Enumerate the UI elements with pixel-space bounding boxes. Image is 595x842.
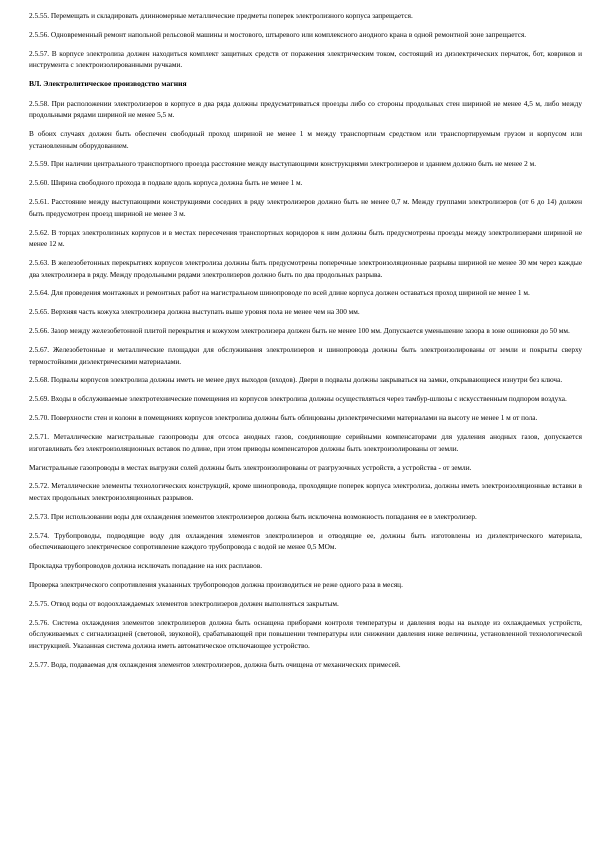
- paragraph-gas-pipelines: Магистральные газопроводы в местах выгрузки солей должны быть электроизолированы от разгрузочных устройств, а устройства - от земли.: [29, 462, 472, 472]
- section-heading: ВЛ. Электролитическое производство магния: [29, 79, 187, 89]
- paragraph-2-5-57: 2.5.57. В корпусе электролиза должен находиться комплект защитных средств от поражения электрическим током, состоящий из диэлектрических перчаток, бот, ковриков и инструмента с электроизолированными ручками.: [29, 48, 582, 70]
- paragraph-2-5-77: 2.5.77. Вода, подаваемая для охлаждения элементов электролизеров, должна быть очищена от механических примесей.: [29, 659, 401, 669]
- paragraph-2-5-67: 2.5.67. Железобетонные и металлические площадки для обслуживания электролизеров и шинопровода должны быть электроизолированы от земли и покрыты сверху термостойкими диэлектрическими материалами.: [29, 345, 582, 366]
- paragraph-2-5-60: 2.5.60. Ширина свободного прохода в подвале вдоль корпуса должна быть не менее 1 м.: [29, 178, 303, 188]
- paragraph-2-5-65: 2.5.65. Верхняя часть кожуха электролизера должна выступать выше уровня пола не менее чем на 300 мм.: [29, 307, 360, 317]
- paragraph-2-5-62: 2.5.62. В торцах электролизных корпусов и в местах пересечения транспортных коридоров к ним должны быть предусмотрены проезды между электролизерами шириной не менее 12 м.: [29, 227, 582, 249]
- paragraph-2-5-58: 2.5.58. При расположении электролизеров в корпусе в два ряда должны предусматриваться проезды либо со стороны продольных стен шириной не менее 4,5 м, либо между продольными рядами шириной не менее 5,5 м.: [29, 98, 582, 120]
- paragraph-2-5-59: 2.5.59. При наличии центрального транспортного проезда расстояние между выступающими конструкциями электролизеров и зданием должно быть не менее 2 м.: [29, 159, 537, 169]
- paragraph-2-5-76: 2.5.76. Система охлаждения элементов электролизеров должна быть оснащена приборами контроля температуры и давления воды на выходе из охлаждаемых устройств, обслуживаемых с сигнализацией (световой, звуковой), срабатывающей при повышении температуры или снижении давления ниже величины, установленной технологической инструкцией. Указанная система должна иметь автоматическое отключающее устройство.: [29, 617, 582, 650]
- paragraph-2-5-75: 2.5.75. Отвод воды от водоохлаждаемых элементов электролизеров должен выполняться закрытым.: [29, 598, 339, 608]
- paragraph-2-5-66: 2.5.66. Зазор между железобетонной плитой перекрытия и кожухом электролизера должен быть не менее 100 мм. Допускается уменьшение зазора в зоне ошиновки до 50 мм.: [29, 326, 570, 336]
- paragraph-2-5-70: 2.5.70. Поверхности стен и колонн в помещениях корпусов электролиза должны быть облицованы диэлектрическими материалами на высоту не менее 1 м от пола.: [29, 413, 538, 423]
- paragraph-pipe-routing: Прокладка трубопроводов должна исключать попадание на них расплавов.: [29, 561, 263, 571]
- paragraph-2-5-61: 2.5.61. Расстояние между выступающими конструкциями соседних в ряду электролизеров должно быть не менее 0,7 м. Между группами электролизеров (от 6 до 14) должен быть предусмотрен проезд шириной не менее 3 м.: [29, 197, 582, 218]
- paragraph-resistance-check: Проверка электрического сопротивления указанных трубопроводов должна производиться не реже одного раза в месяц.: [29, 579, 403, 589]
- paragraph-2-5-63: 2.5.63. В железобетонных перекрытиях корпусов электролиза должны быть предусмотрены поперечные электроизоляционные разрывы шириной не менее 30 мм через каждые два электролизера в ряду. Между продольными рядами электролизеров должно быть по два продольных разрыва.: [29, 258, 582, 279]
- paragraph-2-5-69: 2.5.69. Входы в обслуживаемые электротехнические помещения из корпусов электролиза должны осуществляться через тамбур-шлюзы с искусственным подпором воздуха.: [29, 394, 567, 404]
- paragraph-2-5-74: 2.5.74. Трубопроводы, подводящие воду для охлаждения элементов электролизеров и отводящие ее, должны быть изготовлены из диэлектрического материала, обеспечивающего электрическое сопротивление каждого трубопровода с водой не менее 0,5 МОм.: [29, 530, 582, 552]
- paragraph-2-5-56: 2.5.56. Одновременный ремонт напольной рельсовой машины и мостового, штыревого или комплексного анодного крана в одной ремонтной зоне запрещается.: [29, 29, 527, 39]
- paragraph-2-5-64: 2.5.64. Для проведения монтажных и ремонтных работ на магистральном шинопроводе по всей длине корпуса должен оставаться проход шириной не менее 1 м.: [29, 288, 530, 298]
- paragraph-2-5-68: 2.5.68. Подвалы корпусов электролиза должны иметь не менее двух выходов (входов). Двери в подвалы должны закрываться на замки, открывающиеся изнутри без ключа.: [29, 375, 563, 385]
- paragraph-2-5-73: 2.5.73. При использовании воды для охлаждения элементов электролизеров должна быть исключена возможность попадания ее в электролизер.: [29, 511, 477, 521]
- paragraph-2-5-55: 2.5.55. Перемещать и складировать длинномерные металлические предметы поперек электролизного корпуса запрещается.: [29, 11, 413, 20]
- paragraph-2-5-71: 2.5.71. Металлические магистральные газопроводы для отсоса анодных газов, соединяющие серийными компенсаторами для удаления анодных газов, допускается изготавливать без электроизоляционных вставок по длине, при этом приводы компенсаторов должны быть электроизолированы от земли.: [29, 432, 582, 453]
- paragraph-2-5-72: 2.5.72. Металлические элементы технологических конструкций, кроме шинопровода, проходящие поперек корпуса электролиза, должны иметь электроизоляционные вставки в местах продольных электроизоляционных разрывов.: [29, 481, 582, 502]
- paragraph-passage-width: В обоих случаях должен быть обеспечен свободный проход шириной не менее 1 м между транспортным средством или транспортируемым грузом и корпусом или установленным оборудованием.: [29, 129, 582, 150]
